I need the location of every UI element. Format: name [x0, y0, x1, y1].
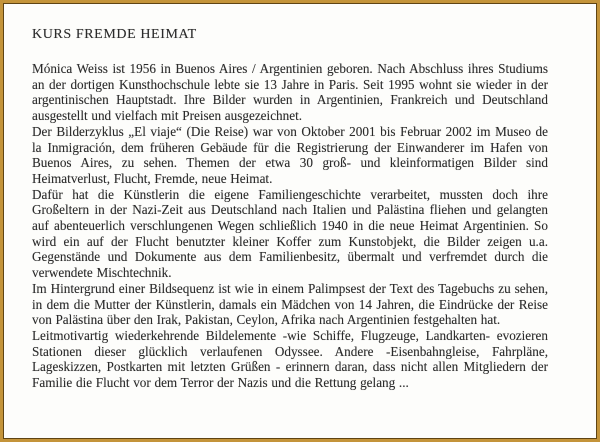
- paragraph-diary: Im Hintergrund einer Bildsequenz ist wie in einem Palimpsest der Text des Tagebuchs zu sehen, in dem die Mutter der Künstlerin, damals ein Mädchen von 14 Jahren, die Eindrücke der Reise von Palästina über den Irak, Pakistan, Ceylon, Afrika nach Argentinien festgehalten hat.: [32, 280, 548, 328]
- paragraph-motifs: Leitmotivartig wiederkehrende Bildelemente -wie Schiffe, Flugzeuge, Landkarten- evozieren Stationen dieser glücklich verlaufenen Odyssee. Andere -Eisenbahngleise, Fahrpläne, Lageskizzen, Postkarten mit letzten Grüßen - erinnern daran, dass nicht allen Mitgliedern der Familie die Flucht vor dem Terror der Nazis und die Rettung gelang ...: [32, 327, 548, 391]
- paragraph-biography: Mónica Weiss ist 1956 in Buenos Aires / Argentinien geboren. Nach Abschluss ihres Studiums an der dortigen Kunsthochschule lebte sie 13 Jahre in Paris. Seit 1995 wohnt sie wieder in der argentinischen Hauptstadt. Ihre Bilder wurden in Argentinien, Frankreich und Deutschland ausgestellt und vielfach mit Preisen ausgezeichnet.: [32, 61, 548, 124]
- paragraph-family-history: Dafür hat die Künstlerin die eigene Familiengeschichte verarbeitet, mussten doch ihre Großeltern in der Nazi-Zeit aus Deutschland nach Italien und Palästina fliehen und gelangten auf abenteuerlich verschlungenen Wegen schließlich 1940 in die neue Heimat Argentinien. So wird ein auf der Flucht benutzter kleiner Koffer zum Kunstobjekt, die Bilder zeigen u.a. Gegenstände und Dokumente aus dem Familienbesitz, übermalt und verfremdet durch die verwendete Mischtechnik.: [32, 186, 548, 281]
- paragraph-exhibition: Der Bilderzyklus „El viaje“ (Die Reise) war von Oktober 2001 bis Februar 2002 im Museo de la Inmigración, dem früheren Gebäude für die Registrierung der Einwanderer im Hafen von Buenos Aires, zu sehen. Themen der etwa 30 groß- und kleinformatigen Bilder sind Heimatverlust, Flucht, Fremde, neue Heimat.: [32, 123, 548, 186]
- document-content: [3, 3, 597, 391]
- document-title: KURS FREMDE HEIMAT: [32, 27, 197, 42]
- document-body: [32, 61, 548, 391]
